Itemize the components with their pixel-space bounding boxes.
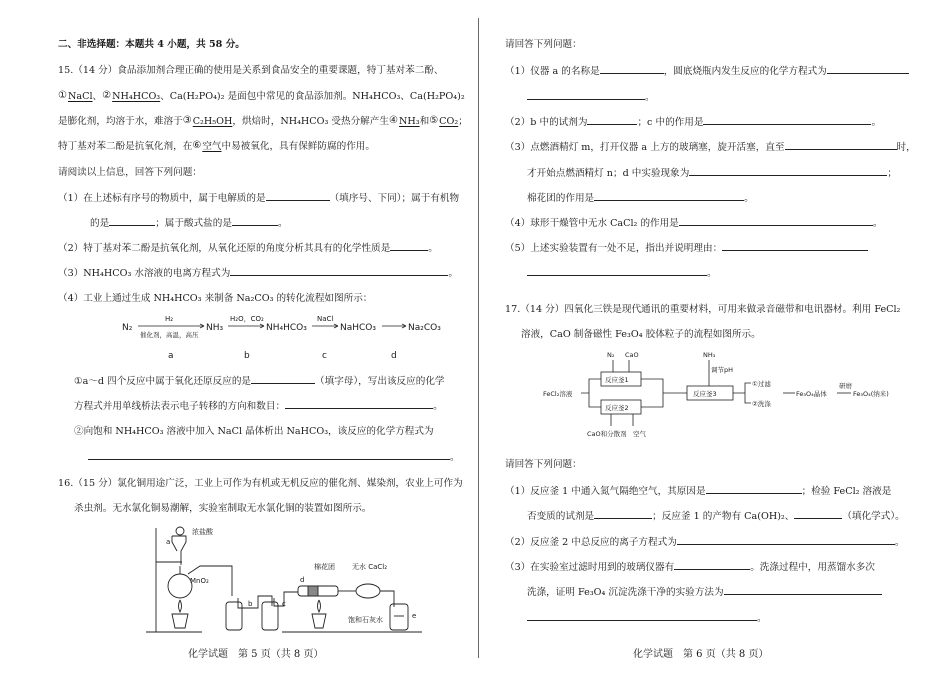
q16-p5-cont: 。 [527,266,717,281]
q16-p1-cont: 。 [527,90,655,105]
flow-h2: H₂ [165,315,174,323]
q15-line1: 15.（14 分）食品添加剂合理正确的使用是关系到食品安全的重要课题，特丁基对苯二酚、 [58,65,444,76]
answer-blank[interactable] [722,241,868,251]
answer-blank[interactable] [724,585,882,595]
flow-nahco3: NaHCO₃ [340,323,376,333]
q17-ask: 请回答下列问题： [505,459,582,470]
q17-line2: 溶液，CaO 制备磁性 Fe₃O₄ 胶体粒子的流程如图所示。 [521,329,761,340]
answer-blank[interactable] [794,509,842,519]
flow17-air: 空气 [633,430,646,438]
flow17-r2: 反应釜2 [605,404,629,412]
q16-p3-line2: 才开始点燃酒精灯 n；d 中实验现象为 ； [527,168,897,179]
label-mno2: MnO₂ [190,577,209,585]
q15-s1-line2: 方程式并用单线桥法表示电子转移的方向和数目： 。 [74,401,443,412]
q16-p1: （1）仪器 a 的名称是 ，圆底烧瓶内发生反应的化学方程式为 [505,64,909,79]
answer-blank[interactable] [251,374,315,384]
q16-p4: （4）球形干燥管中无水 CaCl₂ 的作用是 。 [505,218,883,229]
q16-p2: （2）b 中的试剂为 ；c 中的作用是 。 [505,117,882,128]
q15-s1-line1: ①a～d 四个反应中属于氧化还原反应的是 （填字母），写出该反应的化学 [74,376,445,387]
apparatus-figure [142,522,442,638]
flow-label-d: d [391,351,397,361]
q16-line1: 16.（15 分）氯化铜用途广泛，工业上可作为有机或无机反应的催化剂、媒染剂，农业上可作为 [58,478,463,489]
answer-blank[interactable] [594,509,652,519]
q15-read: 请阅读以上信息，回答下列问题： [58,167,202,178]
q16-p5: （5）上述实验装置有一处不足，指出并说明理由： [505,241,868,256]
q15-p1-line1: （1）在上述标有序号的物质中，属于电解质的是 （填序号、下同）；属于有机物 [58,193,460,204]
q15-s2-blank: 。 [88,450,460,465]
q17-p3-line2: 洗涤，证明 Fe₃O₄ 沉淀洗涤干净的实验方法为 [527,585,882,600]
column-divider [478,18,479,658]
answer-blank[interactable] [266,191,330,201]
q16-p3-line3: 棉花团的作用是 。 [527,193,754,204]
answer-blank[interactable] [827,64,909,74]
q15-line4: 特丁基对苯二酚是抗氧化剂，在⑥空气中易被氧化，具有保鲜防腐的作用。 [58,140,375,152]
flow-na2co3: Na₂CO₃ [408,323,441,333]
q17-flow-diagram [541,348,889,442]
flow-h2o-co2: H₂O，CO₂ [230,315,264,323]
flow17-ph: 调节pH [711,366,734,374]
flow-nh3: NH₃ [206,323,224,333]
flow-label-a: a [168,351,174,361]
answer-blank[interactable] [703,115,871,125]
q15-flow-diagram [118,312,448,368]
answer-blank[interactable] [527,90,645,100]
answer-blank[interactable] [390,241,428,251]
answer-blank[interactable] [600,64,664,74]
q15-line2: ①NaCl、②NH₄HCO₃、Ca(H₂PO₄)₂ 是面包中常见的食品添加剂。NH₄HCO₃、Ca(H₂PO₄)₂ [58,90,465,102]
flow-cond: 催化剂，高温，高压 [140,331,199,339]
circled-4: ④ [388,115,398,126]
answer-blank[interactable] [527,266,707,276]
circled-5: ⑤ [429,115,439,126]
flow17-filter: ①过滤 [752,380,771,388]
flow17-cao: CaO [625,351,639,359]
q17-p2: （2）反应釜 2 中总反应的离子方程式为 。 [505,537,905,548]
answer-blank[interactable] [527,611,757,621]
answer-blank[interactable] [88,450,450,460]
label-cotton: 棉花团 [314,563,335,571]
q17-p3-line3: 。 [527,611,767,626]
answer-blank[interactable] [706,484,802,494]
q15-p1-line2: 的是 ；属于酸式盐的是 。 [90,218,288,229]
label-d: d [300,576,305,584]
flow17-crystal: Fe₃O₄晶体 [796,390,827,398]
label-e: e [412,612,417,620]
flow17-disp: CaO和分散剂 [587,430,627,438]
answer-blank[interactable] [677,535,895,545]
circled-6: ⑥ [192,140,202,151]
flow17-nano: Fe₃O₄(纳米) [853,390,889,398]
flow17-n2: N₂ [607,351,615,359]
label-c: c [282,600,286,608]
flow17-nh3: NH₃ [703,351,716,359]
q16-line2: 杀虫剂。无水氯化铜易潮解，实验室制取无水氯化铜的装置如图所示。 [74,503,372,514]
flow17-fecl2: FeCl₂溶液 [543,390,573,398]
flow17-grind: 研磨 [839,382,852,390]
answer-blank[interactable] [232,216,278,226]
answer-blank[interactable] [785,140,897,150]
circled-1: ① [58,90,67,101]
q15-s2: ②向饱和 NH₄HCO₃ 溶液中加入 NaCl 晶体析出 NaHCO₃，该反应的化学方程式为 [74,426,434,437]
q16-ask: 请回答下列问题： [505,39,582,50]
answer-blank[interactable] [587,115,637,125]
q16-p3-line1: （3）点燃酒精灯 m，打开仪器 a 上方的玻璃塞，旋开活塞，直至 时， [505,142,916,153]
answer-blank[interactable] [674,560,750,570]
circled-2: ② [102,90,112,101]
flow17-r1: 反应釜1 [605,376,629,384]
flow-label-c: c [322,351,327,361]
answer-blank[interactable] [285,399,433,409]
section-heading: 二、非选择题：本题共 4 小题，共 58 分。 [58,39,245,50]
answer-blank[interactable] [679,216,873,226]
q17-p1-line2: 否变质的试剂是 ；反应釜 1 的产物有 Ca(OH)₂、 （填化学式）。 [527,511,905,522]
q15-p4: （4）工业上通过生成 NH₄HCO₃ 来制备 Na₂CO₃ 的转化流程如图所示： [58,293,373,304]
label-lime: 饱和石灰水 [348,616,383,624]
label-hcl: 浓盐酸 [192,528,213,536]
answer-blank[interactable] [689,166,887,176]
label-a: a [166,538,171,546]
flow17-wash: ②洗涤 [752,400,771,408]
q15-line3: 是膨化剂，均溶于水，难溶于③C₂H₅OH，烘焙时，NH₄HCO₃ 受热分解产生④NH₃和⑤CO₂； [58,115,468,127]
answer-blank[interactable] [230,266,448,276]
flow-n2: N₂ [122,323,133,333]
q15-p3: （3）NH₄HCO₃ 水溶液的电离方程式为 。 [58,268,458,279]
flow-label-b: b [244,351,250,361]
page-footer-left: 化学试题 第 5 页（共 8 页） [188,649,324,660]
circled-3: ③ [182,115,192,126]
q17-line1: 17.（14 分）四氧化三铁是现代通讯的重要材料，可用来做录音磁带和电讯器材。利用 FeCl₂ [505,304,901,315]
label-cacl2: 无水 CaCl₂ [352,563,388,571]
flow-nh4hco3: NH₄HCO₃ [266,323,307,333]
q17-p3-line1: （3）在实验室过滤时用到的玻璃仪器有 。洗涤过程中，用蒸馏水多次 [505,562,875,573]
q15-p2: （2）特丁基对苯二酚是抗氧化剂，从氧化还原的角度分析其具有的化学性质是 。 [58,243,438,254]
q17-p1-line1: （1）反应釜 1 中通入氮气隔绝空气，其原因是 ；检验 FeCl₂ 溶液是 [505,486,892,497]
answer-blank[interactable] [594,191,744,201]
answer-blank[interactable] [109,216,155,226]
page-footer-right: 化学试题 第 6 页（共 8 页） [633,649,769,660]
flow-nacl: NaCl [317,315,334,323]
flow17-r3: 反应釜3 [693,390,717,398]
label-b: b [248,600,253,608]
